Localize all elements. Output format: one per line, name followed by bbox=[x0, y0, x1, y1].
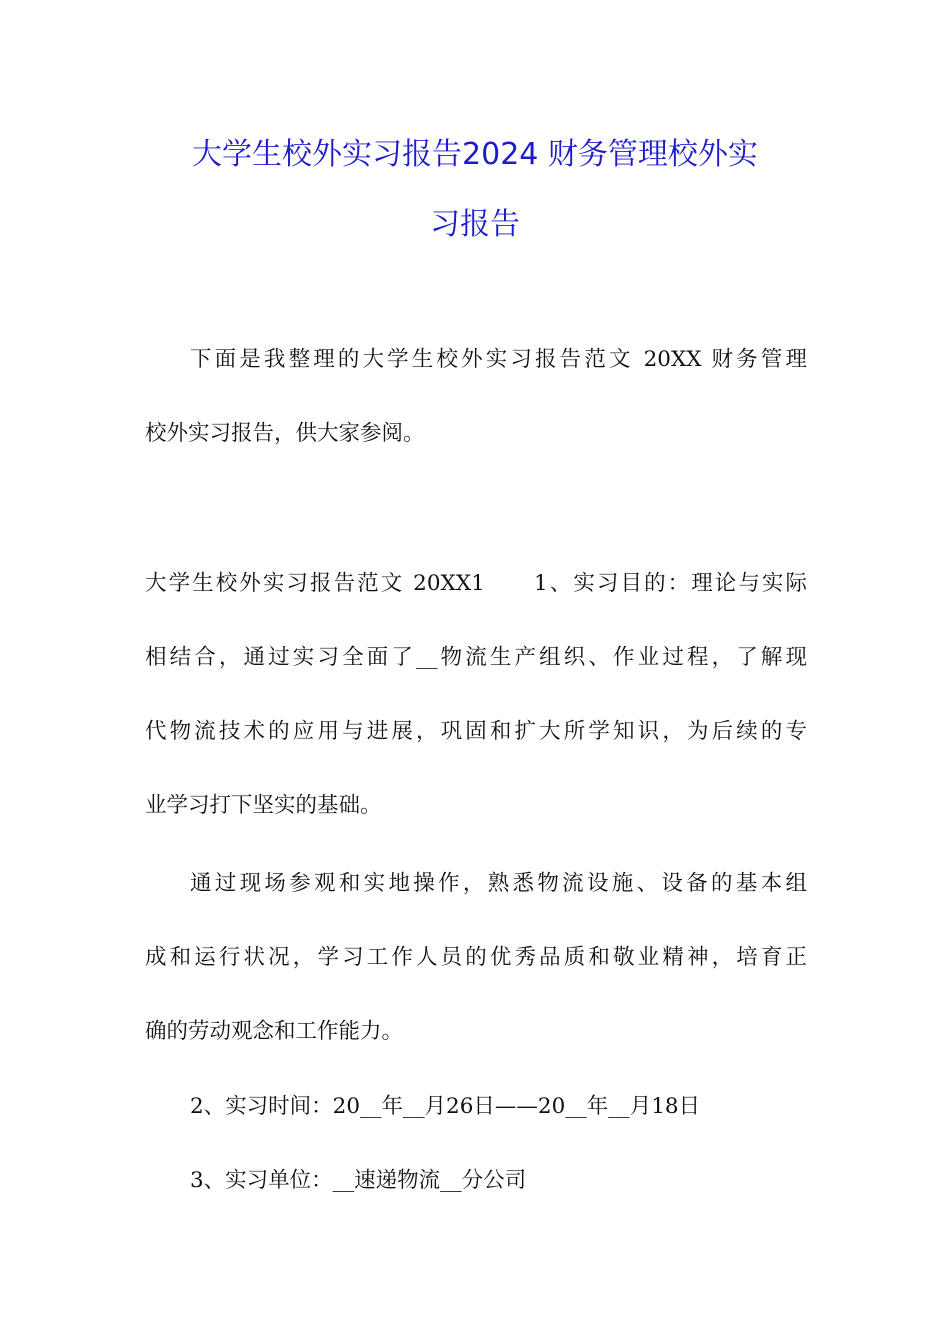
intro-line-2: 校外实习报告，供大家参阅。 bbox=[145, 421, 425, 446]
intro-paragraph bbox=[145, 323, 807, 471]
section1-paragraph bbox=[145, 547, 807, 843]
section1-line-3: 代物流技术的应用与进展，巩固和扩大所学知识，为后续的专 bbox=[145, 719, 807, 744]
section1-line-1: 大学生校外实习报告范文 20XX1 1、实习目的：理论与实际 bbox=[145, 571, 807, 596]
item-time: 2、实习时间：20__年__月26日——20__年__月18日 bbox=[190, 1094, 701, 1119]
section2-line-3: 确的劳动观念和工作能力。 bbox=[145, 1019, 404, 1044]
section2-line-2: 成和运行状况，学习工作人员的优秀品质和敬业精神，培育正 bbox=[145, 945, 807, 970]
item-time-paragraph bbox=[145, 1070, 807, 1144]
section1-line-4: 业学习打下坚实的基础。 bbox=[145, 793, 382, 818]
title-line-2: 习报告 bbox=[430, 207, 520, 242]
section2-paragraph bbox=[145, 847, 807, 1069]
intro-line-1: 下面是我整理的大学生校外实习报告范文 20XX 财务管理 bbox=[190, 347, 807, 372]
item-unit-paragraph bbox=[145, 1144, 807, 1218]
title-line-1: 大学生校外实习报告2024 财务管理校外实 bbox=[192, 137, 758, 172]
section2-line-1: 通过现场参观和实地操作，熟悉物流设施、设备的基本组 bbox=[190, 871, 807, 896]
item-unit: 3、实习单位：__速递物流__分公司 bbox=[190, 1168, 527, 1193]
section1-line-2: 相结合，通过实习全面了__物流生产组织、作业过程，了解现 bbox=[145, 645, 807, 670]
